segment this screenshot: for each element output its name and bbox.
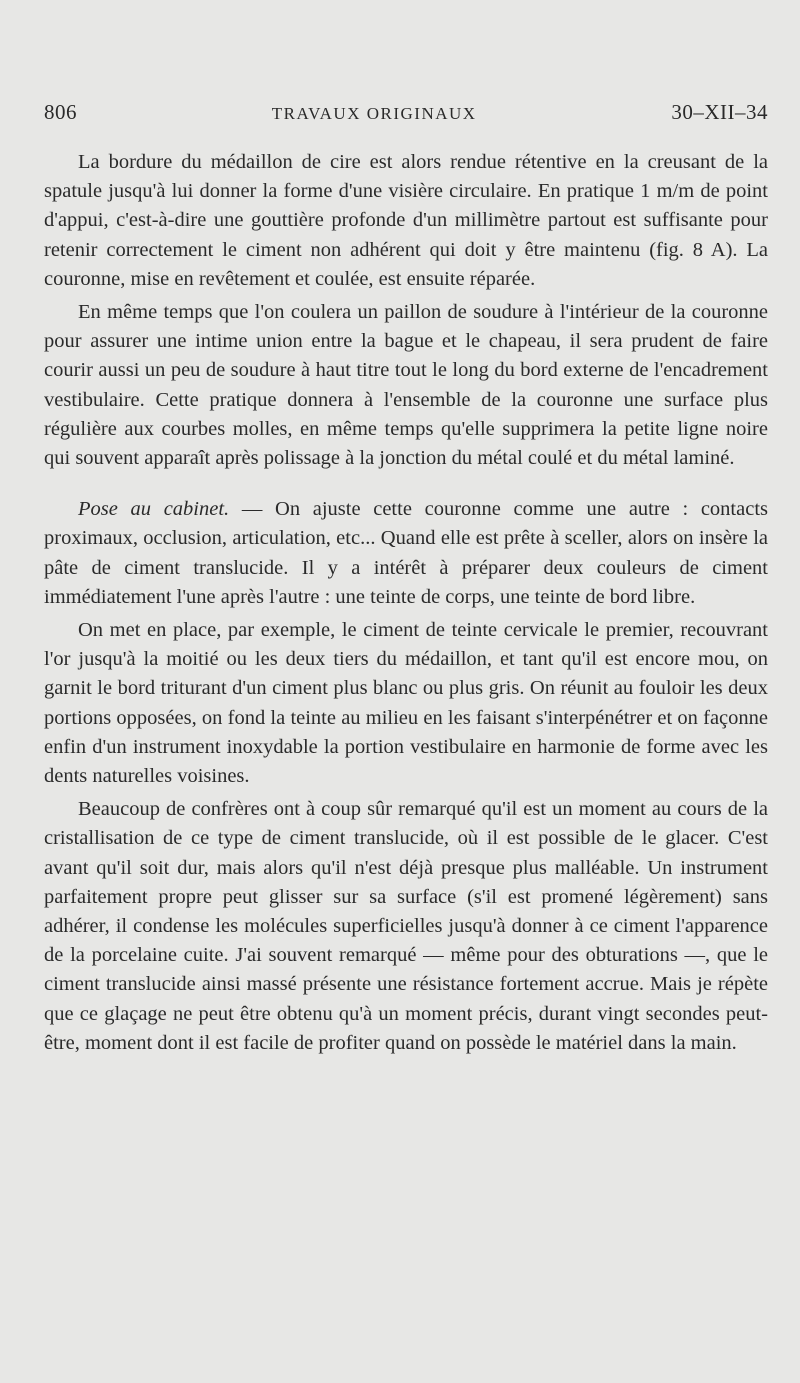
running-title: TRAVAUX ORIGINAUX bbox=[271, 104, 477, 123]
running-head bbox=[44, 100, 768, 130]
paragraph: On met en place, par exemple, le ciment de teinte cervicale le premier, recouvrant l'or jusqu'à la moitié ou les deux tiers du médaillon, et tant qu'il est encore mou, on garnit le bord triturant d'un ciment plus blanc ou plus gris. On réunit au fouloir les deux portions opposées, on fond la teinte au milieu en les faisant s'interpénétrer et on façonne enfin d'un instrument inoxydable la portion vestibulaire en harmonie de forme avec les dents naturelles voisines. bbox=[44, 619, 768, 788]
body-text bbox=[44, 148, 768, 1058]
paragraph: Beaucoup de confrères ont à coup sûr remarqué qu'il est un moment au cours de la cristallisation de ce type de ciment translucide, où il est possible de le glacer. C'est avant qu'il soit dur, mais alors qu'il n'est déjà presque plus malléable. Un instrument parfaitement propre peut glisser sur sa surface (s'il est promené légèrement) sans adhérer, il condense les molécules superficielles jusqu'à donner à ce ciment l'apparence de la porcelaine cuite. J'ai souvent remarqué — même pour des obturations —, que le ciment translucide ainsi massé présente une résistance fortement accrue. Mais je répète que ce glaçage ne peut être obtenu qu'à un moment précis, durant vingt secondes peut-être, moment dont il est facile de profiter quand on possède le matériel dans la main. bbox=[44, 798, 768, 1054]
document-page bbox=[44, 100, 768, 1062]
paragraph bbox=[44, 495, 768, 612]
issue-date: 30–XII–34 bbox=[671, 100, 768, 124]
paragraph-text: — On ajuste cette couronne comme une autre : contacts proximaux, occlusion, articulation, etc... Quand elle est prête à sceller, alors on insère la pâte de ciment translucide. Il y a intérêt à préparer deux couleurs de ciment immédiatement l'une après l'autre : une teinte de corps, une teinte de bord libre. bbox=[44, 498, 768, 608]
paragraph: En même temps que l'on coulera un paillon de soudure à l'intérieur de la couronne pour assurer une intime union entre la bague et le chapeau, il sera prudent de faire courir aussi un peu de soudure à haut titre tout le long du bord externe de l'encadrement vestibulaire. Cette pratique donnera à l'ensemble de la couronne une surface plus régulière aux courbes molles, en même temps qu'elle supprimera la petite ligne noire qui souvent apparaît après polissage à la jonction du métal coulé et du métal laminé. bbox=[44, 301, 768, 470]
section-rubric: Pose au cabinet. bbox=[78, 498, 230, 521]
paragraph: La bordure du médaillon de cire est alors rendue rétentive en la creusant de la spatule jusqu'à lui donner la forme d'une visière circulaire. En pratique 1 m/m de point d'appui, c'est-à-dire une gouttière profonde d'un millimètre partout est suffisante pour retenir correctement le ciment non adhérent qui doit y être maintenu (fig. 8 A). La couronne, mise en revêtement et coulée, est ensuite réparée. bbox=[44, 151, 768, 290]
page-number: 806 bbox=[44, 100, 77, 124]
